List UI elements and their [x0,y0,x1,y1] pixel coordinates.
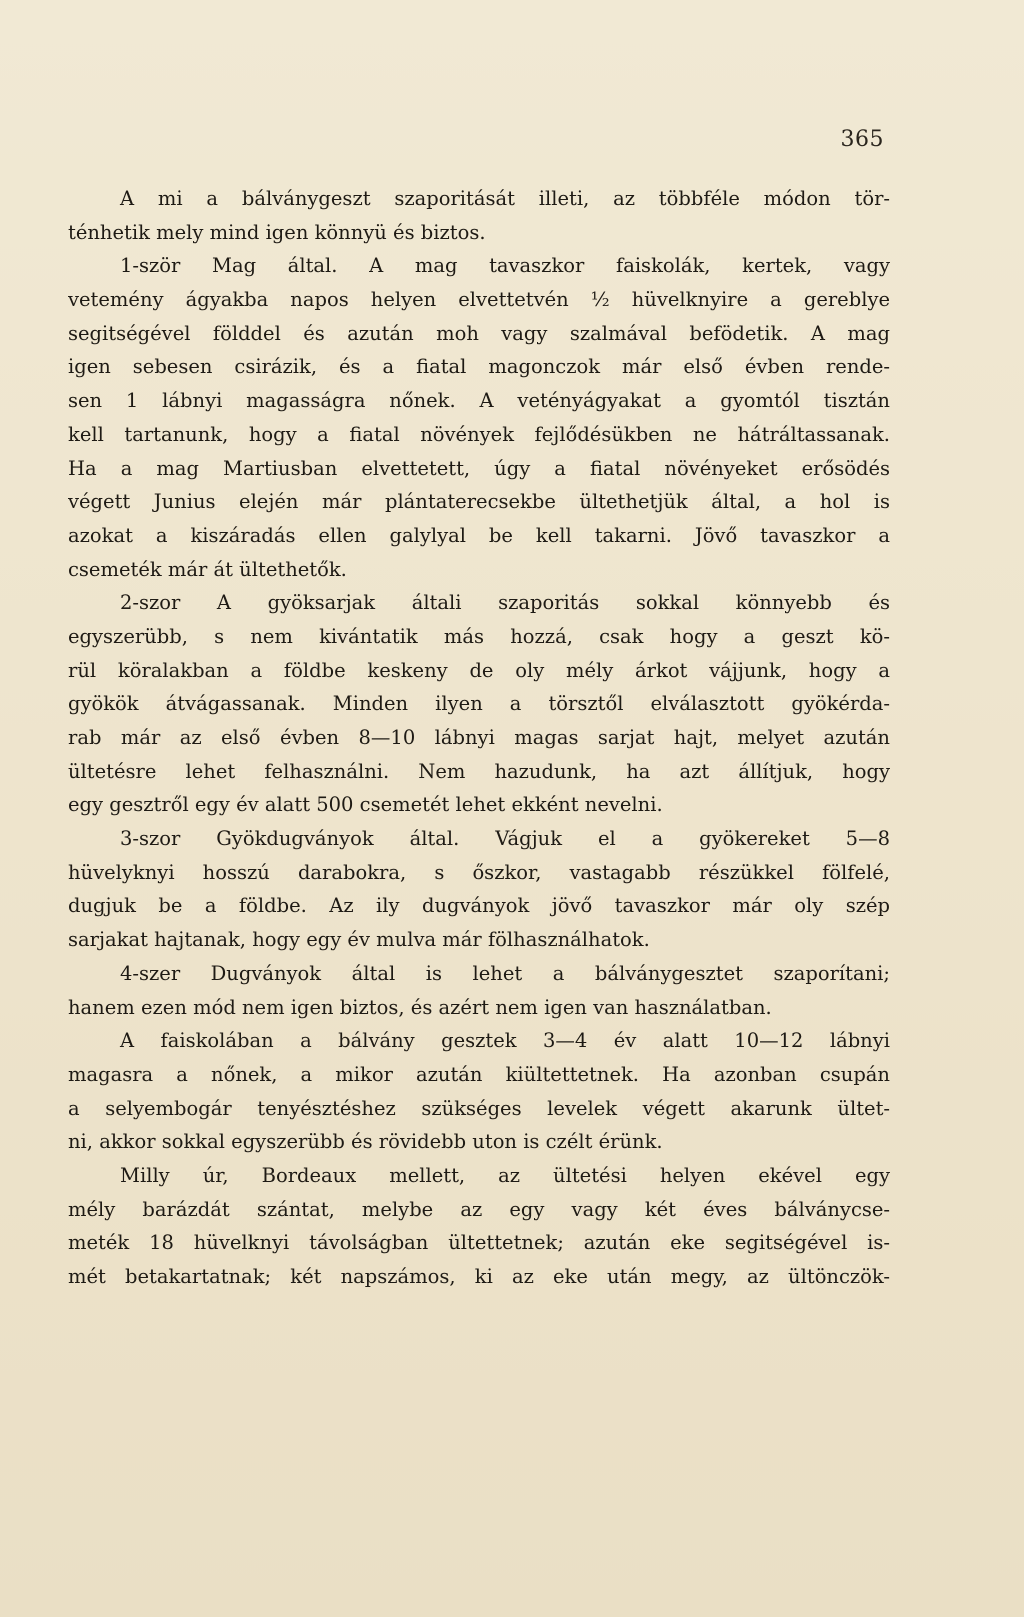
text-line: hüvelyknyi hosszú darabokra, s őszkor, vastagabb részükkel fölfelé, [68,860,890,884]
text-line: egy gesztről egy év alatt 500 csemetét lehet ekként nevelni. [68,793,663,817]
text-line: 1-ször Mag által. A mag tavaszkor faiskolák, kertek, vagy [120,254,890,278]
text-line: meték 18 hüvelknyi távolságban ültettetnek; azután eke segitségével is- [68,1231,890,1255]
text-line: csemeték már át ültethetők. [68,557,347,581]
text-line: Milly úr, Bordeaux mellett, az ültetési helyen ekével egy [120,1163,890,1187]
text-line: azokat a kiszáradás ellen galylyal be kell takarni. Jövő tavaszkor a [68,523,890,547]
text-line: 3-szor Gyökdugványok által. Vágjuk el a gyökereket 5—8 [120,827,890,851]
text-line: A mi a bálványgeszt szaporitását illeti, az többféle módon tör- [120,187,890,210]
text-line: mély barázdát szántat, melybe az egy vagy két éves bálványcse- [68,1197,890,1221]
text-line: A faiskolában a bálvány gesztek 3—4 év alatt 10—12 lábnyi [120,1029,890,1053]
text-line: sarjakat hajtanak, hogy egy év mulva már fölhasználhatok. [68,928,650,952]
text-line: igen sebesen csirázik, és a fiatal magonczok már első évben rende- [68,355,890,379]
text-line: ültetésre lehet felhasználni. Nem hazudunk, ha azt állítjuk, hogy [68,759,890,783]
text-line: mét betakartatnak; két napszámos, ki az eke után megy, az ültönczök- [68,1265,890,1288]
text-line: magasra a nőnek, a mikor azután kiültettetnek. Ha azonban csupán [68,1062,890,1086]
text-line: hanem ezen mód nem igen biztos, és azért nem igen van használatban. [68,995,772,1019]
text-line: dugjuk be a földbe. Az ily dugványok jövő tavaszkor már oly szép [68,894,890,918]
text-line: rül köralakban a földbe keskeny de oly mély árkot vájjunk, hogy a [68,658,890,682]
text-line: rab már az első évben 8—10 lábnyi magas sarjat hajt, melyet azután [68,726,890,749]
body-text [68,182,890,1294]
text-line: gyökök átvágassanak. Minden ilyen a törsztől elválasztott gyökérda- [68,692,890,716]
text-line: ténhetik mely mind igen könnyü és biztos. [68,220,486,244]
text-line: kell tartanunk, hogy a fiatal növények fejlődésükben ne hátráltassanak. [68,422,890,446]
text-line: ni, akkor sokkal egyszerübb és rövidebb uton is czélt érünk. [68,1130,663,1154]
text-line: sen 1 lábnyi magasságra nőnek. A vetényágyakat a gyomtól tisztán [68,389,890,413]
text-line: a selyembogár tenyésztéshez szükséges levelek végett akarunk ültet- [68,1096,890,1120]
text-line: 2-szor A gyöksarjak általi szaporitás sokkal könnyebb és [120,591,890,615]
text-line: Ha a mag Martiusban elvettetett, úgy a fiatal növényeket erősödés [68,456,890,480]
text-line: 4-szer Dugványok által is lehet a bálványgesztet szaporítani; [120,961,890,985]
text-line: egyszerübb, s nem kivántatik más hozzá, csak hogy a geszt kö- [68,624,890,648]
text-line: segitségével földdel és azután moh vagy szalmával befödetik. A mag [68,321,890,345]
text-line: végett Junius elején már plántaterecsekbe ültethetjük által, a hol is [68,490,890,514]
text-line: vetemény ágyakba napos helyen elvettetvén ½ hüvelknyire a gereblye [68,288,890,312]
page-number: 365 [840,127,884,152]
